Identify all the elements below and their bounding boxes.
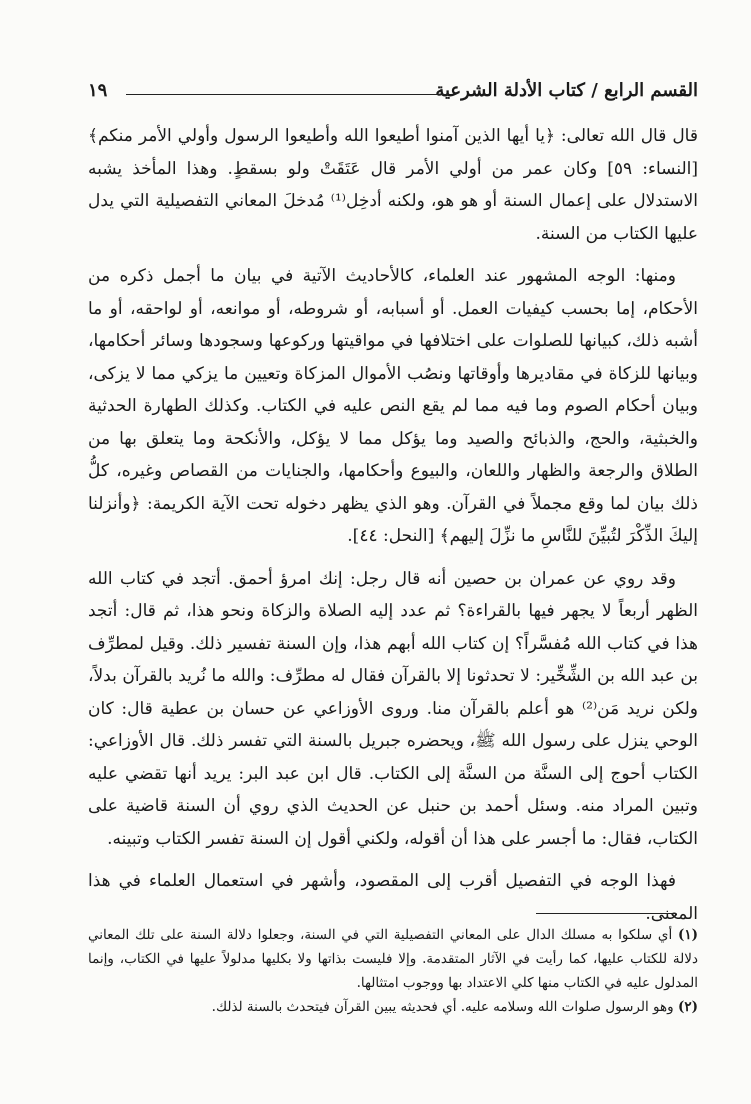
page-header [88,80,698,106]
footnote [88,923,698,995]
footnote [88,995,698,1019]
paragraph: وقد روي عن عمران بن حصين أنه قال رجل: إنك امرؤ أحمق. أتجد في كتاب الله الظهر أربعاً لا يجهر فيها بالقراءة؟ ثم عدد إليه الصلاة والزكاة ونحو هذا، ثم قال: أتجد هذا في كتاب الله مُفسَّراً؟ إن كتاب الله أبهم هذا، وإن السنة تفسير ذلك. وقيل لمطرِّف بن عبد الله بن الشِّخِّير: لا تحدثونا إلا بالقرآن فقال له مطرِّف: والله ما نُريد بالقرآن بدلاً، ولكن نريد مَن⁽²⁾ هو أعلم بالقرآن منا. وروى الأوزاعي عن حسان بن عطية قال: كان الوحي ينزل على رسول الله ﷺ، ويحضره جبريل بالسنة التي تفسر ذلك. قال الأوزاعي: الكتاب أحوج إلى السنَّة من السنَّة إلى الكتاب. قال ابن عبد البر: يريد أنها تقضي عليه وتبين المراد منه. وسئل أحمد بن حنبل عن الحديث الذي روي أن السنة قاضية على الكتاب، فقال: ما أجسر على هذا أن أقوله، ولكني أقول إن السنة تفسر الكتاب وتبينه. [88,568,698,849]
paragraph: فهذا الوجه في التفصيل أقرب إلى المقصود، وأشهر في استعمال العلماء في هذا المعنى. [88,871,698,924]
running-title: القسم الرابع / كتاب الأدلة الشرعية [435,80,698,101]
paragraph: قال قال الله تعالى: ﴿يا أيها الذين آمنوا أطيعوا الله وأطيعوا الرسول وأولي الأمر منكم﴾ [النساء: ٥٩] وكان عمر من أولي الأمر قال عَتَقَتْ ولو بسقطٍ. وهذا المأخذ يشبه الاستدلال على إعمال السنة أو هو هو، ولكنه أدخِل⁽¹⁾ مُدخلَ المعاني التفصيلية التي يدل عليها الكتاب من السنة. [88,126,698,244]
paragraph: ومنها: الوجه المشهور عند العلماء، كالأحاديث الآتية في بيان ما أجمل ذكره من الأحكام، إما بحسب كيفيات العمل. أو أسبابه، أو شروطه، أو موانعه، أو لواحقه، أو ما أشبه ذلك، كبيانها للصلوات على اختلافها في مواقيتها وركوعها وسجودها وسائر أحكامها، وبيانها للزكاة في مقاديرها وأوقاتها ونصُب الأموال المزكاة وتعيين ما يزكي مما لا يزكى، وبيان أحكام الصوم وما فيه مما لم يقع النص عليه في الكتاب. وكذلك الطهارة الحدثية والخبثية، والحج، والذبائح والصيد وما يؤكل مما لا يؤكل، والأنكحة وما يتعلق بها من الطلاق والرجعة والظهار واللعان، والبيوع وأحكامها، والجنايات من القصاص وغيره، كلُّ ذلك بيان لما وقع مجملاً في القرآن. وهو الذي يظهر دخوله تحت الآية الكريمة: ﴿وأنزلنا إليكَ الذِّكْرَ لتُبيِّنَ للنَّاسِ ما نزِّلَ إليهم﴾ [النحل: ٤٤]. [88,266,698,546]
footnote-separator [536,913,676,914]
footnote-mark: (١) [677,927,698,943]
footnote-mark: (٢) [677,999,698,1015]
page-number: ١٩ [88,80,108,101]
main-text [88,120,698,940]
footnote-text: أي سلكوا به مسلك الدال على المعاني التفصيلية التي في السنة، وجعلوا دلالة السنة على تلك المعاني دلالة للكتاب عليها، كما رأيت في الآثار المتقدمة. وإلا فليست بذاتها ولا بكليها مدلولاً عليها في الكتاب، وإنما المدلول عليه في الكتاب منها كلي الاعتداد بها ووجوب امتثالها. [88,927,698,991]
header-rule [126,94,448,95]
footnotes [88,923,698,1019]
footnote-text: وهو الرسول صلوات الله وسلامه عليه. أي فحديثه يبين القرآن فيتحدث بالسنة لذلك. [211,999,674,1015]
